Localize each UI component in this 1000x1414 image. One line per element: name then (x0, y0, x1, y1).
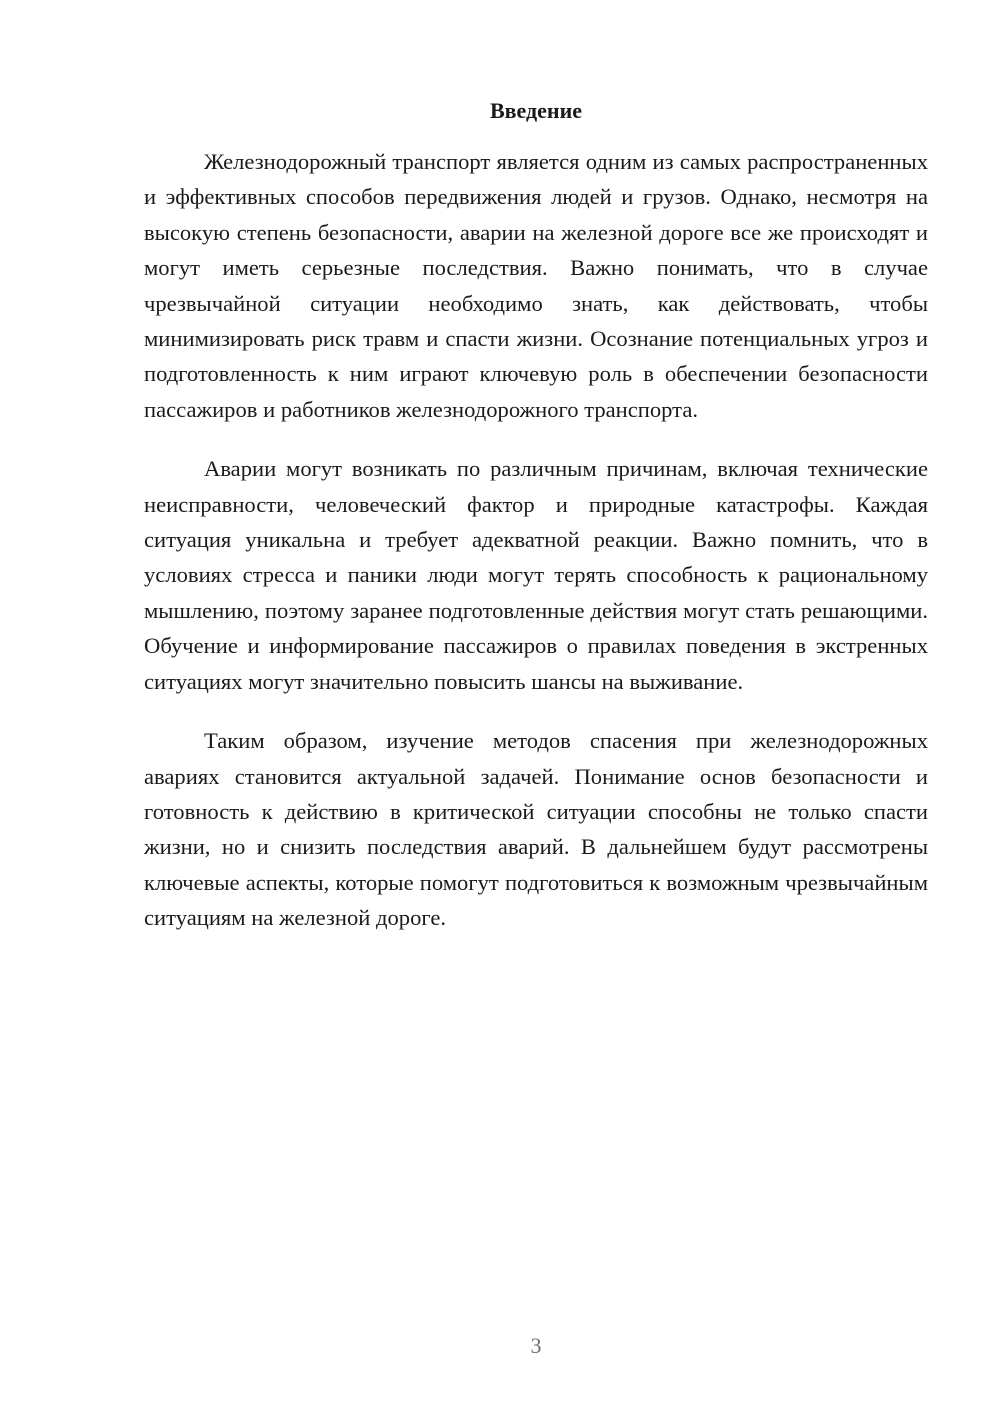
paragraph-1: Железнодорожный транспорт является одним из самых распространенных и эффективных способов передвижения людей и грузов. Однако, несмотря на высокую степень безопасности, аварии на железной дороге все же происходят и могут иметь серьезные последствия. Важно понимать, что в случае чрезвычайной ситуации необходимо знать, как действовать, чтобы минимизировать риск травм и спасти жизни. Осознание потенциальных угроз и подготовленность к ним играют ключевую роль в обеспечении безопасности пассажиров и работников железнодорожного транспорта. (144, 149, 928, 422)
section-title: Введение (489, 98, 583, 123)
page-content (144, 96, 928, 960)
page-number: 3 (530, 1333, 542, 1358)
paragraph-2: Аварии могут возникать по различным причинам, включая технические неисправности, человеческий фактор и природные катастрофы. Каждая ситуация уникальна и требует адекватной реакции. Важно помнить, что в условиях стресса и паники люди могут терять способность к рациональному мышлению, поэтому заранее подготовленные действия могут стать решающими. Обучение и информирование пассажиров о правилах поведения в экстренных ситуациях могут значительно повысить шансы на выживание. (144, 456, 928, 694)
paragraph-3: Таким образом, изучение методов спасения при железнодорожных авариях становится актуальной задачей. Понимание основ безопасности и готовность к действию в критической ситуации способны не только спасти жизни, но и снизить последствия аварий. В дальнейшем будут рассмотрены ключевые аспекты, которые помогут подготовиться к возможным чрезвычайным ситуациям на железной дороге. (144, 728, 928, 931)
